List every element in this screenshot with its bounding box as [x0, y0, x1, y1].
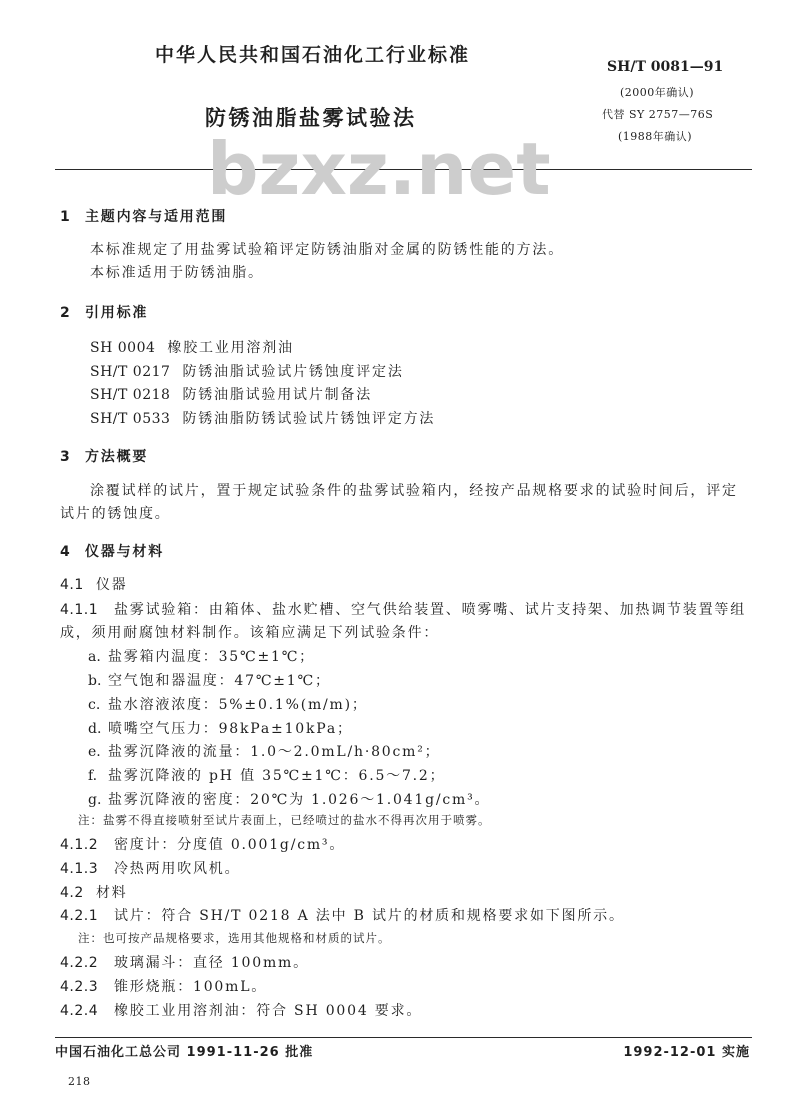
section-number: 2	[60, 305, 71, 321]
item-text: 盐雾沉降液的 pH 值 35℃±1℃：6.5～7.2；	[108, 768, 446, 784]
clause-4-1-heading	[60, 573, 127, 597]
paragraph-line: 涂覆试样的试片，置于规定试验条件的盐雾试验箱内，经按产品规格要求的试验时间后，评定	[90, 483, 738, 499]
clause-number: 4.1.3	[60, 861, 99, 877]
watermark: bzxz.net	[207, 127, 551, 211]
clause-4-2-2	[60, 951, 309, 975]
note: 注：盐雾不得直接喷射至试片表面上，已经喷过的盐水不得再次用于喷雾。	[78, 813, 491, 827]
item-label: e.	[88, 744, 101, 760]
clause-4-2-4	[60, 999, 422, 1023]
item-text: 喷嘴空气压力：98kPa±10kPa；	[108, 721, 353, 737]
section-number: 4	[60, 544, 71, 560]
section-3-heading	[60, 445, 148, 469]
section-title: 引用标准	[85, 305, 149, 321]
item-label: a.	[88, 649, 101, 665]
clause-text: 橡胶工业用溶剂油：符合 SH 0004 要求。	[114, 1003, 423, 1019]
section-number: 1	[60, 209, 71, 225]
clause-number: 4.1.2	[60, 837, 99, 853]
reference-item	[90, 360, 404, 384]
replaces-confirmation-note: (1988年确认)	[618, 130, 693, 143]
clause-number: 4.2.1	[60, 908, 99, 924]
section-2-heading	[60, 301, 148, 325]
clause-text-continued: 成，须用耐腐蚀材料制作。该箱应满足下列试验条件：	[60, 625, 440, 641]
condition-item	[88, 669, 331, 693]
page-number: 218	[68, 1075, 91, 1088]
clause-number: 4.1.1	[60, 602, 99, 618]
confirmation-note: (2000年确认)	[620, 86, 695, 99]
item-text: 空气饱和器温度：47℃±1℃；	[108, 673, 331, 689]
clause-number: 4.1	[60, 577, 84, 593]
item-label: f.	[88, 768, 98, 784]
section-number: 3	[60, 449, 71, 465]
item-label: c.	[88, 697, 101, 713]
condition-item	[88, 645, 315, 669]
condition-item	[88, 693, 368, 717]
reference-code: SH 0004	[90, 340, 156, 356]
condition-item	[88, 717, 353, 741]
section-4-heading	[60, 540, 164, 564]
effective-date: 1992-12-01 实施	[623, 1045, 750, 1060]
reference-item	[90, 407, 435, 431]
standard-category: 中华人民共和国石油化工行业标准	[155, 44, 471, 66]
condition-item	[88, 764, 445, 788]
reference-code: SH/T 0217	[90, 364, 171, 380]
clause-4-2-1	[60, 904, 625, 928]
item-text: 盐雾沉降液的流量：1.0～2.0mL/h·80cm²；	[108, 744, 441, 760]
paragraph: 本标准适用于防锈油脂。	[90, 265, 264, 281]
reference-title: 防锈油脂试验试片锈蚀度评定法	[182, 364, 404, 380]
reference-item	[90, 383, 372, 407]
standard-code: SH/T 0081—91	[607, 59, 724, 75]
clause-4-1-1	[60, 598, 746, 622]
clause-4-1-3	[60, 857, 240, 881]
reference-title: 防锈油脂试验用试片制备法	[182, 387, 373, 403]
paragraph-line: 试片的锈蚀度。	[60, 506, 171, 522]
footer-divider	[55, 1037, 752, 1038]
clause-text: 玻璃漏斗：直径 100mm。	[114, 955, 309, 971]
item-label: g.	[88, 792, 102, 808]
paragraph: 本标准规定了用盐雾试验箱评定防锈油脂对金属的防锈性能的方法。	[90, 242, 564, 258]
section-title: 方法概要	[85, 449, 149, 465]
clause-text: 密度计：分度值 0.001g/cm³。	[114, 837, 346, 853]
item-text: 盐水溶液浓度：5%±0.1%(m/m)；	[108, 697, 368, 713]
reference-title: 防锈油脂防锈试验试片锈蚀评定方法	[182, 411, 436, 427]
document-title: 防锈油脂盐雾试验法	[205, 106, 417, 130]
item-text: 盐雾沉降液的密度：20℃为 1.026～1.041g/cm³。	[108, 792, 491, 808]
clause-4-2-3	[60, 975, 267, 999]
clause-number: 4.2.3	[60, 979, 99, 995]
clause-4-2-heading	[60, 881, 127, 905]
item-label: b.	[88, 673, 102, 689]
clause-title: 仪器	[96, 577, 128, 593]
item-text: 盐雾箱内温度：35℃±1℃；	[108, 649, 315, 665]
item-label: d.	[88, 721, 102, 737]
clause-number: 4.2.4	[60, 1003, 99, 1019]
reference-code: SH/T 0533	[90, 411, 171, 427]
reference-code: SH/T 0218	[90, 387, 171, 403]
clause-title: 材料	[96, 885, 128, 901]
section-title: 主题内容与适用范围	[85, 209, 228, 225]
clause-text: 锥形烧瓶：100mL。	[114, 979, 268, 995]
condition-item	[88, 740, 440, 764]
clause-text: 冷热两用吹风机。	[114, 861, 241, 877]
condition-item	[88, 788, 490, 812]
reference-item	[90, 336, 294, 360]
clause-text: 盐雾试验箱：由箱体、盐水贮槽、空气供给装置、喷雾嘴、试片支持架、加热调节装置等组	[114, 602, 746, 618]
approval-date: 中国石油化工总公司 1991-11-26 批准	[55, 1045, 314, 1060]
clause-number: 4.2	[60, 885, 84, 901]
replaces-note: 代替 SY 2757—76S	[602, 108, 714, 121]
clause-4-1-2	[60, 833, 345, 857]
note: 注：也可按产品规格要求，选用其他规格和材质的试片。	[78, 931, 391, 945]
clause-number: 4.2.2	[60, 955, 99, 971]
section-title: 仪器与材料	[85, 544, 164, 560]
reference-title: 橡胶工业用溶剂油	[167, 340, 294, 356]
clause-text: 试片：符合 SH/T 0218 A 法中 B 试片的材质和规格要求如下图所示。	[114, 908, 625, 924]
section-1-heading	[60, 205, 227, 229]
